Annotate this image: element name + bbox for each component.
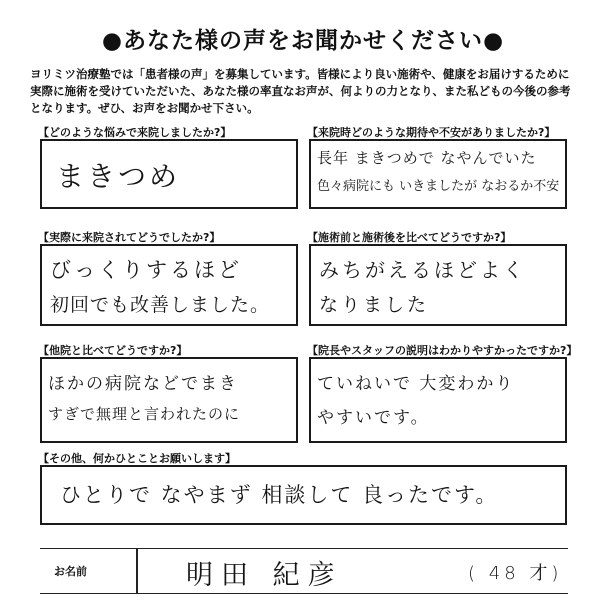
answer-line: びっくりするほど [50, 258, 242, 282]
answer-line: ひとりで なやまず 相談して 良ったです。 [60, 483, 499, 507]
intro-text: ヨリミツ治療塾では「患者様の声」を募集しています。皆様により良い施術や、健康をお届けするために実際に施術を受けていただいた、あなた様の率直なお声が、何よりの力となり、また私どもの今後の参考となります。ぜひ、お声をお聞かせ下さい。 [30, 67, 571, 115]
question-label-5: 【他院と比べてどうですか?】 [38, 344, 188, 357]
answer-box-3 [40, 244, 298, 326]
answer-box-7 [40, 465, 567, 525]
answer-line: ほかの病院などでまき [48, 374, 238, 394]
answer-box-4 [309, 244, 567, 326]
answer-box-6 [309, 357, 567, 443]
answer-line: 初回でも改善しました。 [50, 294, 271, 316]
answer-line: やすいです。 [317, 408, 430, 428]
answer-line: まきつめ [56, 160, 181, 193]
answer-line: 色々病院にも いきましたが なおるか不安 [317, 179, 560, 194]
answer-box-1 [40, 139, 298, 209]
question-label-3: 【実際に来院されてどうでしたか?】 [38, 231, 221, 244]
name-value: 明田 紀彦 [186, 560, 343, 591]
answer-line: 長年 まきつめで なやんでいた [317, 149, 537, 167]
question-label-2: 【来院時どのような期待や不安がありましたか?】 [307, 126, 556, 139]
form-title: ●あなた様の声をお聞かせください● [101, 28, 505, 54]
name-row [40, 548, 568, 594]
answer-line: なりました [319, 294, 430, 316]
answer-box-5 [40, 357, 298, 443]
age-value: ( 48 才) [468, 563, 563, 584]
question-label-4: 【施術前と施術後を比べてどうですか?】 [307, 231, 512, 244]
answer-box-2 [309, 139, 567, 209]
name-divider [136, 549, 138, 593]
answer-line: すぎで無理と言われたのに [48, 405, 241, 423]
question-label-1: 【どのような悩みで来院しましたか?】 [38, 126, 232, 139]
answer-line: ていねいで 大変わかり [317, 374, 515, 394]
answer-line: みちがえるほどよく [319, 258, 526, 282]
name-label: お名前 [54, 565, 87, 578]
question-label-6: 【院長やスタッフの説明はわかりやすかったですか?】 [307, 344, 578, 357]
question-label-7: 【その他、何かひとことお願いします】 [38, 452, 236, 465]
